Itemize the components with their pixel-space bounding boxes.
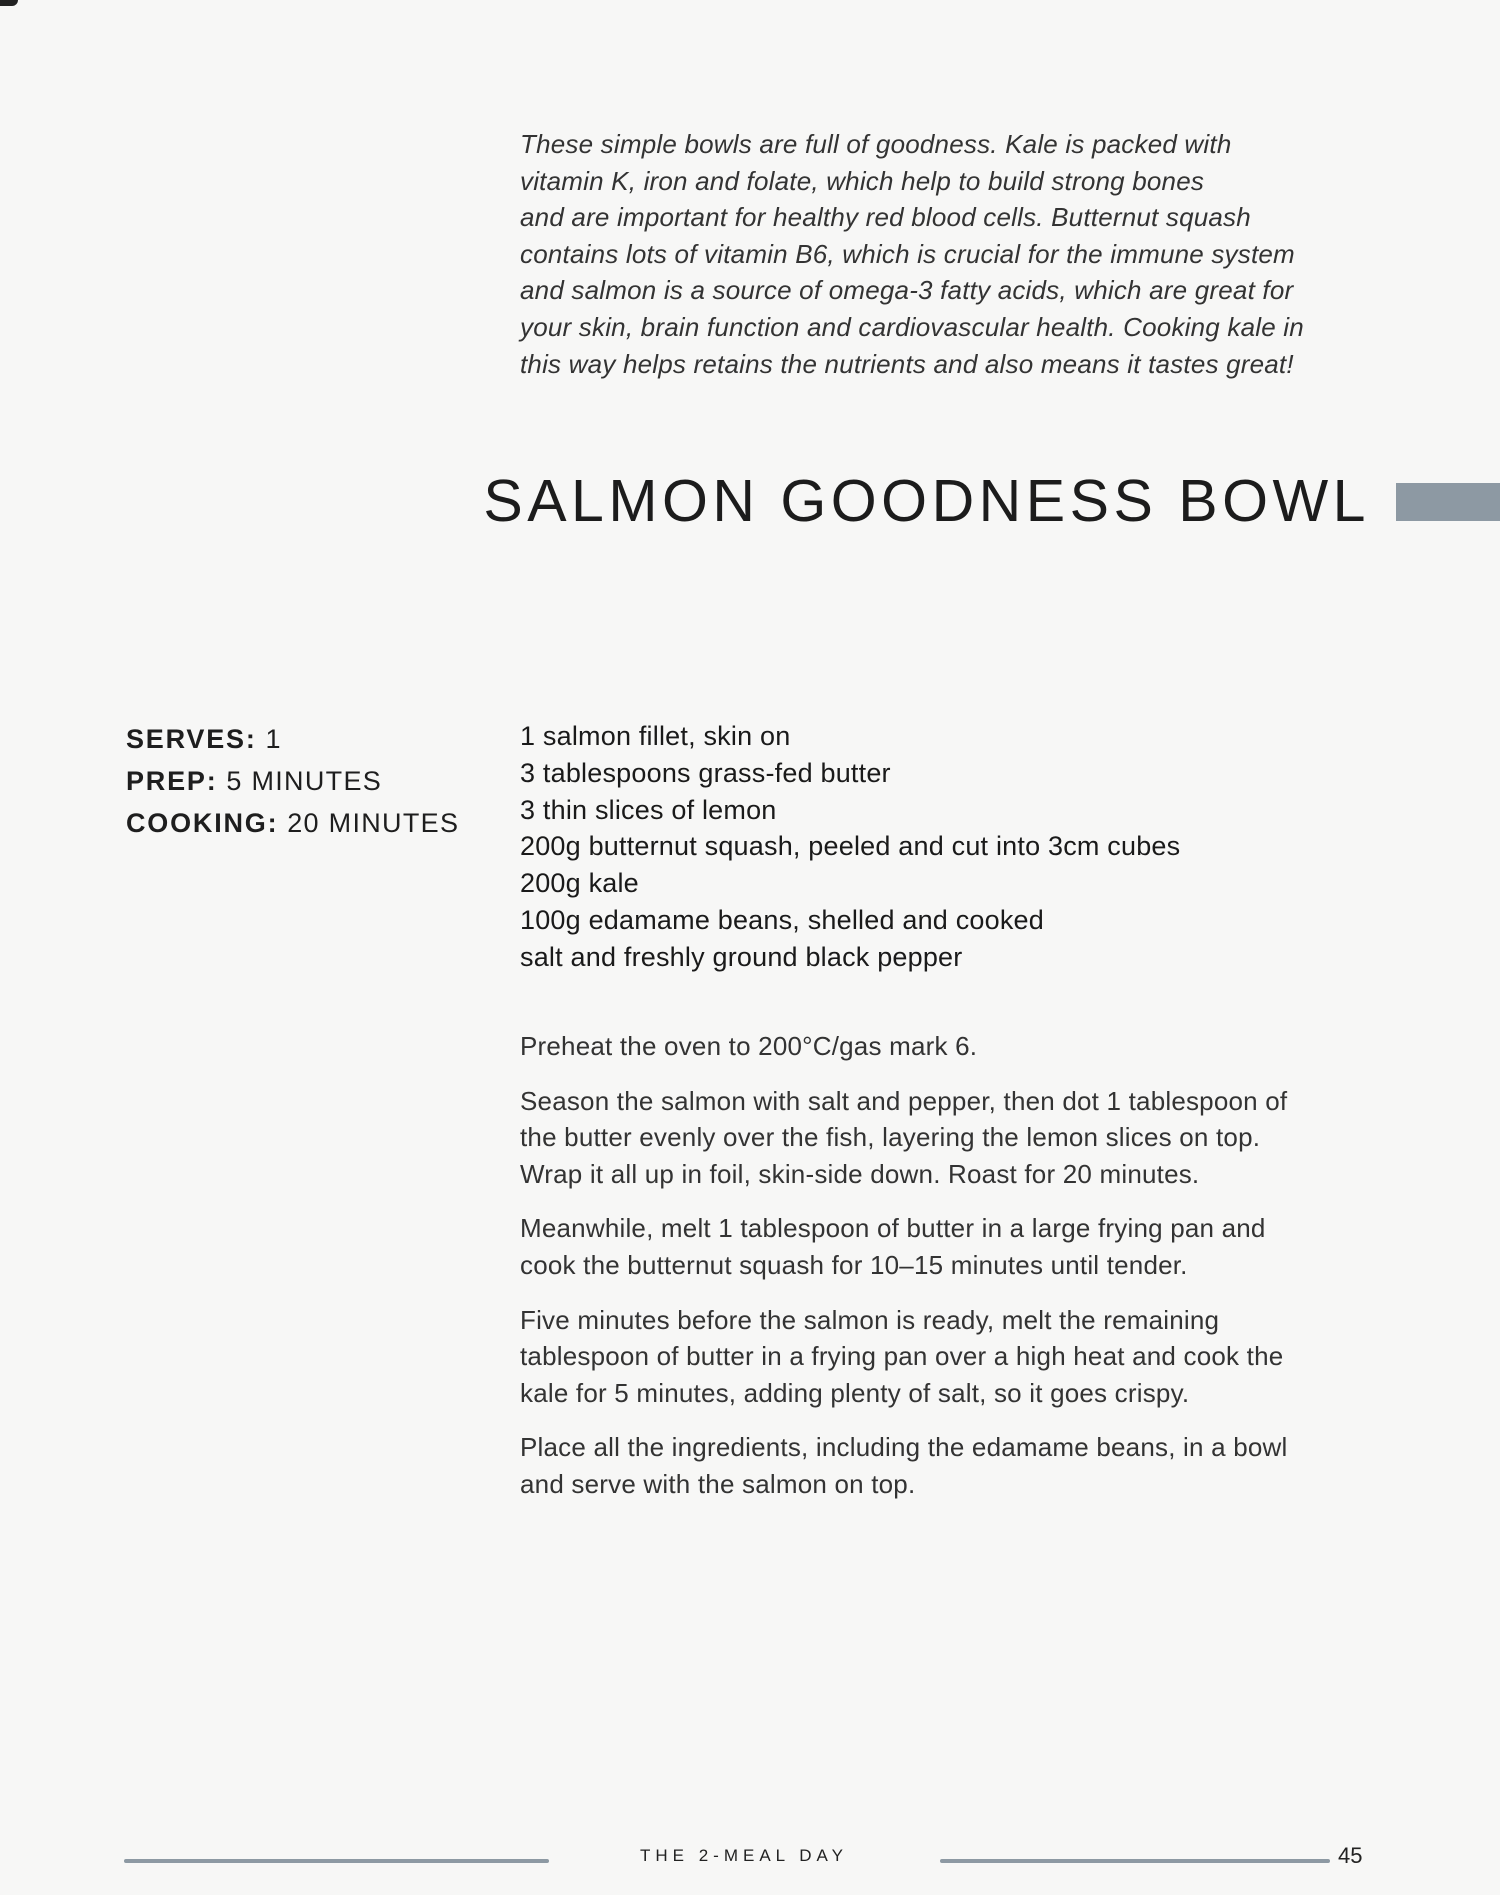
intro-line: this way helps retains the nutrients and also means it tastes great! [520,348,1294,379]
cooking-label: COOKING: [126,808,279,838]
method-line: kale for 5 minutes, adding plenty of salt, so it goes crispy. [520,1377,1190,1408]
method-step [520,1429,1390,1502]
scan-corner-mark [0,0,18,6]
method-line: Meanwhile, melt 1 tablespoon of butter in a large frying pan and [520,1213,1266,1244]
method-line: Place all the ingredients, including the edamame beans, in a bowl [520,1432,1288,1463]
prep-value: 5 MINUTES [226,766,383,796]
serves-row [126,718,459,760]
ingredients-list [520,718,1180,976]
serves-label: SERVES: [126,724,257,754]
intro-paragraph [520,126,1390,382]
intro-line: and are important for healthy red blood cells. Butternut squash [520,202,1251,233]
method-line: cook the butternut squash for 10–15 minutes until tender. [520,1249,1188,1280]
method-step [520,1083,1390,1193]
method-line: Wrap it all up in foil, skin-side down. Roast for 20 minutes. [520,1158,1200,1189]
cooking-value: 20 MINUTES [287,808,460,838]
footer-rule-left [124,1859,549,1863]
chapter-edge-tab [1396,483,1500,521]
ingredient-item: 200g kale [520,868,639,899]
intro-line: vitamin K, iron and folate, which help to build strong bones [520,165,1205,196]
ingredient-item: 200g butternut squash, peeled and cut into 3cm cubes [520,831,1181,862]
intro-line: These simple bowls are full of goodness. Kale is packed with [520,129,1232,159]
serves-value: 1 [265,724,282,754]
footer-book-title: THE 2-MEAL DAY [640,1846,848,1865]
method-line: Preheat the oven to 200°C/gas mark 6. [520,1031,978,1061]
recipe-title: SALMON GOODNESS BOWL [483,468,1370,534]
ingredient-item: 100g edamame beans, shelled and cooked [520,904,1044,935]
cooking-row [126,802,459,844]
recipe-meta [126,718,459,844]
method-step [520,1210,1390,1283]
method-line: Season the salmon with salt and pepper, then dot 1 tablespoon of [520,1085,1288,1116]
method-section [520,1028,1390,1521]
ingredient-item: 3 thin slices of lemon [520,794,777,825]
method-step [520,1028,1390,1065]
method-line: the butter evenly over the fish, layering the lemon slices on top. [520,1122,1261,1153]
method-line: tablespoon of butter in a frying pan over a high heat and cook the [520,1341,1284,1372]
method-line: Five minutes before the salmon is ready, melt the remaining [520,1304,1220,1335]
intro-line: your skin, brain function and cardiovascular health. Cooking kale in [520,311,1304,342]
prep-label: PREP: [126,766,218,796]
method-step [520,1302,1390,1412]
page-number: 45 [1338,1843,1363,1868]
ingredient-item: 3 tablespoons grass-fed butter [520,757,891,788]
intro-line: and salmon is a source of omega-3 fatty acids, which are great for [520,275,1294,306]
ingredient-item: 1 salmon fillet, skin on [520,721,791,751]
intro-line: contains lots of vitamin B6, which is crucial for the immune system [520,238,1295,269]
footer-rule-right [940,1859,1330,1863]
method-line: and serve with the salmon on top. [520,1468,916,1499]
prep-row [126,760,459,802]
ingredient-item: salt and freshly ground black pepper [520,941,963,972]
